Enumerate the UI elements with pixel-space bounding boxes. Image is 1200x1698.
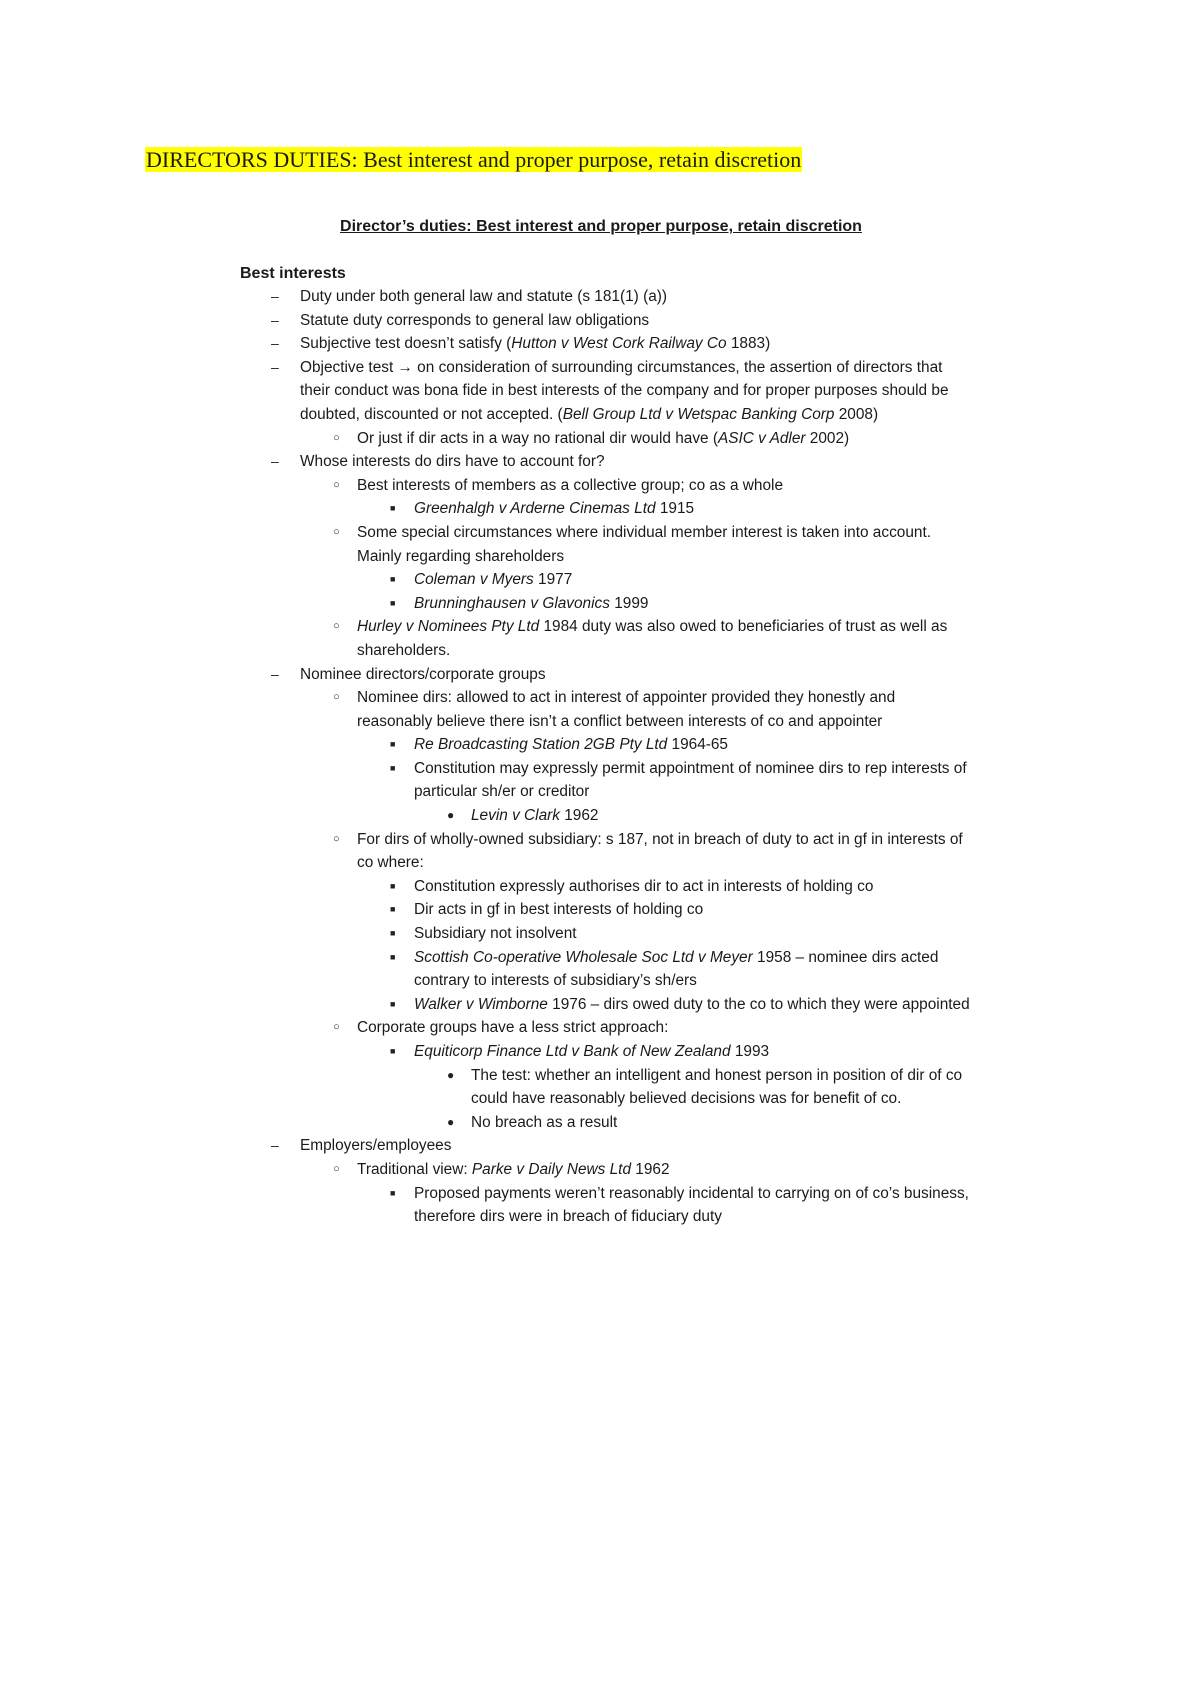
case-name: Equiticorp Finance Ltd v Bank of New Zealand — [414, 1043, 731, 1060]
list-item: ○ Traditional view: Parke v Daily News Ltd 1962 — [240, 1158, 970, 1182]
dot-bullet: ● — [447, 1067, 455, 1082]
dash-bullet: – — [271, 311, 279, 328]
circle-bullet: ○ — [333, 691, 340, 704]
list-item: ○ Hurley v Nominees Pty Ltd 1984 duty was also owed to beneficiaries of trust as well as shareholders. — [240, 615, 970, 662]
circle-bullet: ○ — [333, 620, 340, 633]
list-item: ○ Corporate groups have a less strict approach: — [240, 1016, 970, 1040]
case-name: Re Broadcasting Station 2GB Pty Ltd — [414, 736, 668, 754]
circle-bullet: ○ — [333, 832, 340, 845]
case-name: ASIC v Adler — [717, 429, 806, 447]
case-name: Scottish Co-operative Wholesale Soc Ltd v Meyer — [414, 948, 753, 966]
list-item: ● Levin v Clark 1962 — [240, 804, 970, 828]
document-title: DIRECTORS DUTIES: Best interest and proper purpose, retain discretion — [146, 147, 802, 172]
circle-bullet: ○ — [333, 525, 340, 538]
square-bullet: ■ — [390, 574, 396, 585]
dash-bullet: – — [271, 665, 279, 682]
dash-bullet: – — [271, 358, 279, 375]
case-name: Parke v Daily News Ltd — [471, 1160, 631, 1178]
list-item: ■ Coleman v Myers 1977 — [240, 568, 970, 592]
circle-bullet: ○ — [333, 431, 340, 444]
list-item: ○ Nominee dirs: allowed to act in interest of appointer provided they honestly and reasonably believe there isn’t a conflict between interests of co and appointer — [240, 686, 970, 733]
square-bullet: ■ — [390, 928, 396, 939]
list-item: ■ Scottish Co-operative Wholesale Soc Ltd v Meyer 1958 – nominee dirs acted contrary to interests of subsidiary’s sh/ers — [240, 946, 970, 993]
case-name: Greenhalgh v Arderne Cinemas Ltd — [414, 500, 656, 518]
list-item: – Subjective test doesn’t satisfy (Hutton v West Cork Railway Co 1883) — [240, 332, 970, 356]
square-bullet: ■ — [390, 904, 396, 915]
list-item: – Statute duty corresponds to general law obligations — [240, 309, 970, 333]
notes-list — [240, 285, 970, 1229]
square-bullet: ■ — [390, 762, 396, 773]
list-item: – Nominee directors/corporate groups — [240, 663, 970, 687]
square-bullet: ■ — [390, 739, 396, 750]
square-bullet: ■ — [390, 597, 396, 608]
case-name: Hutton v West Cork Railway Co — [511, 335, 727, 353]
section-heading-best-interests: Best interests — [240, 265, 346, 282]
square-bullet: ■ — [390, 503, 396, 514]
dot-bullet: ● — [447, 1114, 455, 1129]
list-item: ■ Constitution expressly authorises dir to act in interests of holding co — [240, 875, 970, 899]
square-bullet: ■ — [390, 998, 396, 1009]
list-item: ■ Greenhalgh v Arderne Cinemas Ltd 1915 — [240, 497, 970, 521]
case-name: Levin v Clark — [471, 807, 560, 825]
list-item: ○ Some special circumstances where individual member interest is taken into account. Mainly regarding shareholders — [240, 521, 970, 568]
list-item: ■ Proposed payments weren’t reasonably incidental to carrying on of co’s business, therefore dirs were in breach of fiduciary duty — [240, 1182, 970, 1229]
circle-bullet: ○ — [333, 1162, 340, 1175]
list-item: ● No breach as a result — [240, 1111, 970, 1135]
list-item: ■ Equiticorp Finance Ltd v Bank of New Zealand 1993 — [240, 1040, 970, 1064]
case-name: Hurley v Nominees Pty Ltd — [357, 618, 540, 636]
list-item: – Whose interests do dirs have to account for? — [240, 450, 970, 474]
list-item: – Objective test → on consideration of surrounding circumstances, the assertion of directors that their conduct was bona fide in best interests of the company and for proper purposes should be doubted, discounted or not accepted. (Bell Group Ltd v Wetspac Banking Corp 2008) — [240, 356, 970, 427]
case-name: Walker v Wimborne — [414, 995, 548, 1013]
list-item: ■ Constitution may expressly permit appointment of nominee dirs to rep interests of particular sh/er or creditor — [240, 757, 970, 804]
list-item: ■ Subsidiary not insolvent — [240, 922, 970, 946]
dash-bullet: – — [271, 453, 279, 470]
list-item: ○ For dirs of wholly-owned subsidiary: s 187, not in breach of duty to act in gf in interests of co where: — [240, 828, 970, 875]
list-item: ■ Brunninghausen v Glavonics 1999 — [240, 592, 970, 616]
case-name: Bell Group Ltd v Wetspac Banking Corp — [562, 405, 835, 423]
sub-heading: Director’s duties: Best interest and proper purpose, retain discretion — [340, 218, 862, 235]
list-item: – Employers/employees — [240, 1134, 970, 1158]
case-name: Brunninghausen v Glavonics — [414, 594, 610, 612]
square-bullet: ■ — [390, 880, 396, 891]
dash-bullet: – — [271, 1137, 279, 1154]
list-item: ■ Dir acts in gf in best interests of holding co — [240, 898, 970, 922]
dot-bullet: ● — [447, 808, 455, 823]
square-bullet: ■ — [390, 1046, 396, 1056]
list-item: – Duty under both general law and statute (s 181(1) (a)) — [240, 285, 970, 309]
list-item: ○ Or just if dir acts in a way no rational dir would have (ASIC v Adler 2002) — [240, 427, 970, 451]
circle-bullet: ○ — [333, 478, 340, 491]
square-bullet: ■ — [390, 951, 396, 962]
list-item: ○ Best interests of members as a collective group; co as a whole — [240, 474, 970, 498]
dash-bullet: – — [271, 335, 279, 352]
circle-bullet: ○ — [333, 1021, 340, 1034]
list-item: ■ Re Broadcasting Station 2GB Pty Ltd 1964-65 — [240, 733, 970, 757]
dash-bullet: – — [271, 288, 279, 304]
list-item: ● The test: whether an intelligent and honest person in position of dir of co could have reasonably believed decisions was for benefit of co. — [240, 1064, 970, 1111]
square-bullet: ■ — [390, 1187, 396, 1198]
case-name: Coleman v Myers — [414, 571, 534, 589]
list-item: ■ Walker v Wimborne 1976 – dirs owed duty to the co to which they were appointed — [240, 993, 970, 1017]
